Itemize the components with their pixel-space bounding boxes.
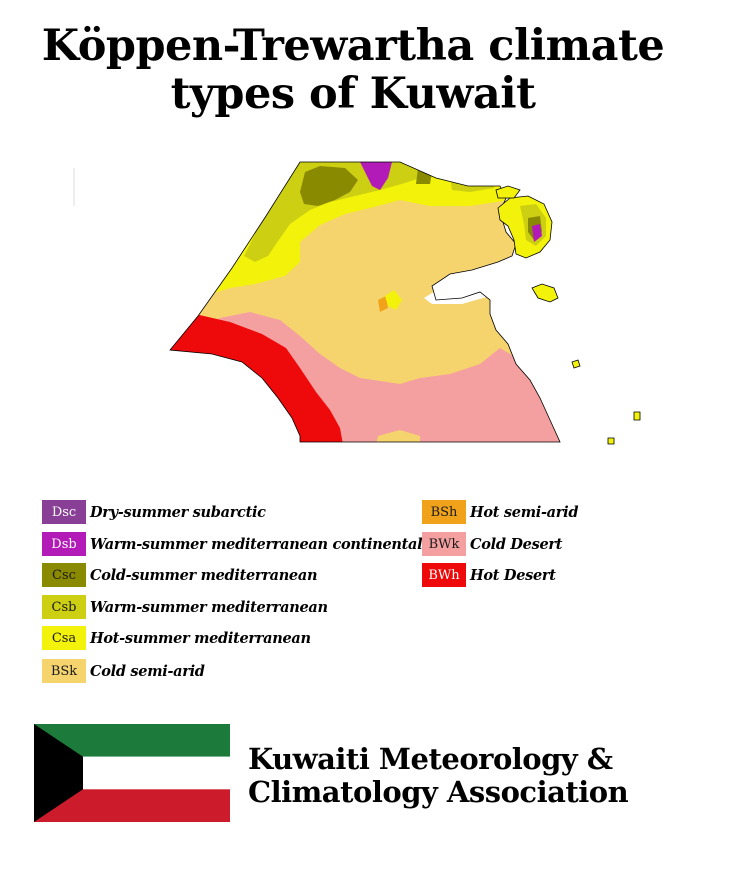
legend-item-csc bbox=[42, 563, 317, 587]
legend-item-bwk bbox=[422, 532, 562, 556]
legend-label-bsk: Cold semi-arid bbox=[90, 662, 205, 680]
kuwait-flag bbox=[34, 724, 230, 822]
legend-item-dsc bbox=[42, 500, 266, 524]
legend-label-dsc: Dry-summer subarctic bbox=[90, 503, 266, 521]
title-line-1: Köppen-Trewartha climate bbox=[41, 21, 665, 71]
legend-item-csb bbox=[42, 595, 328, 619]
legend-swatch-bsk: BSk bbox=[42, 659, 86, 683]
legend-swatch-csb: Csb bbox=[42, 595, 86, 619]
title-line-2: types of Kuwait bbox=[170, 69, 536, 119]
legend-label-csa: Hot-summer mediterranean bbox=[90, 629, 311, 647]
legend-item-dsb bbox=[42, 532, 422, 556]
legend-swatch-csa: Csa bbox=[42, 626, 86, 650]
organization-line-2: Climatology Association bbox=[248, 775, 629, 809]
legend-item-bsh bbox=[422, 500, 578, 524]
legend-label-dsb: Warm-summer mediterranean continental bbox=[90, 535, 423, 553]
legend-item-bwh bbox=[422, 563, 556, 587]
legend-swatch-bwh: BWh bbox=[422, 563, 466, 587]
legend-item-csa bbox=[42, 626, 311, 650]
islet-3 bbox=[608, 438, 614, 444]
legend-swatch-bsh: BSh bbox=[422, 500, 466, 524]
climate-map bbox=[0, 150, 735, 460]
legend-label-bwk: Cold Desert bbox=[470, 535, 563, 553]
map-title bbox=[0, 22, 706, 118]
legend-label-bwh: Hot Desert bbox=[470, 566, 556, 584]
failaka-island bbox=[532, 284, 558, 302]
legend-item-bsk bbox=[42, 659, 205, 683]
legend-label-csb: Warm-summer mediterranean bbox=[90, 598, 328, 616]
organization-line-1: Kuwaiti Meteorology & bbox=[248, 742, 613, 776]
legend-label-csc: Cold-summer mediterranean bbox=[90, 566, 318, 584]
legend-swatch-csc: Csc bbox=[42, 563, 86, 587]
legend-swatch-dsb: Dsb bbox=[42, 532, 86, 556]
legend-swatch-bwk: BWk bbox=[422, 532, 466, 556]
islet-1 bbox=[572, 360, 580, 368]
zone-csb-ridge bbox=[450, 172, 494, 192]
organization-name bbox=[248, 743, 628, 809]
islet-2 bbox=[634, 412, 640, 420]
legend-swatch-dsc: Dsc bbox=[42, 500, 86, 524]
legend-label-bsh: Hot semi-arid bbox=[470, 503, 579, 521]
